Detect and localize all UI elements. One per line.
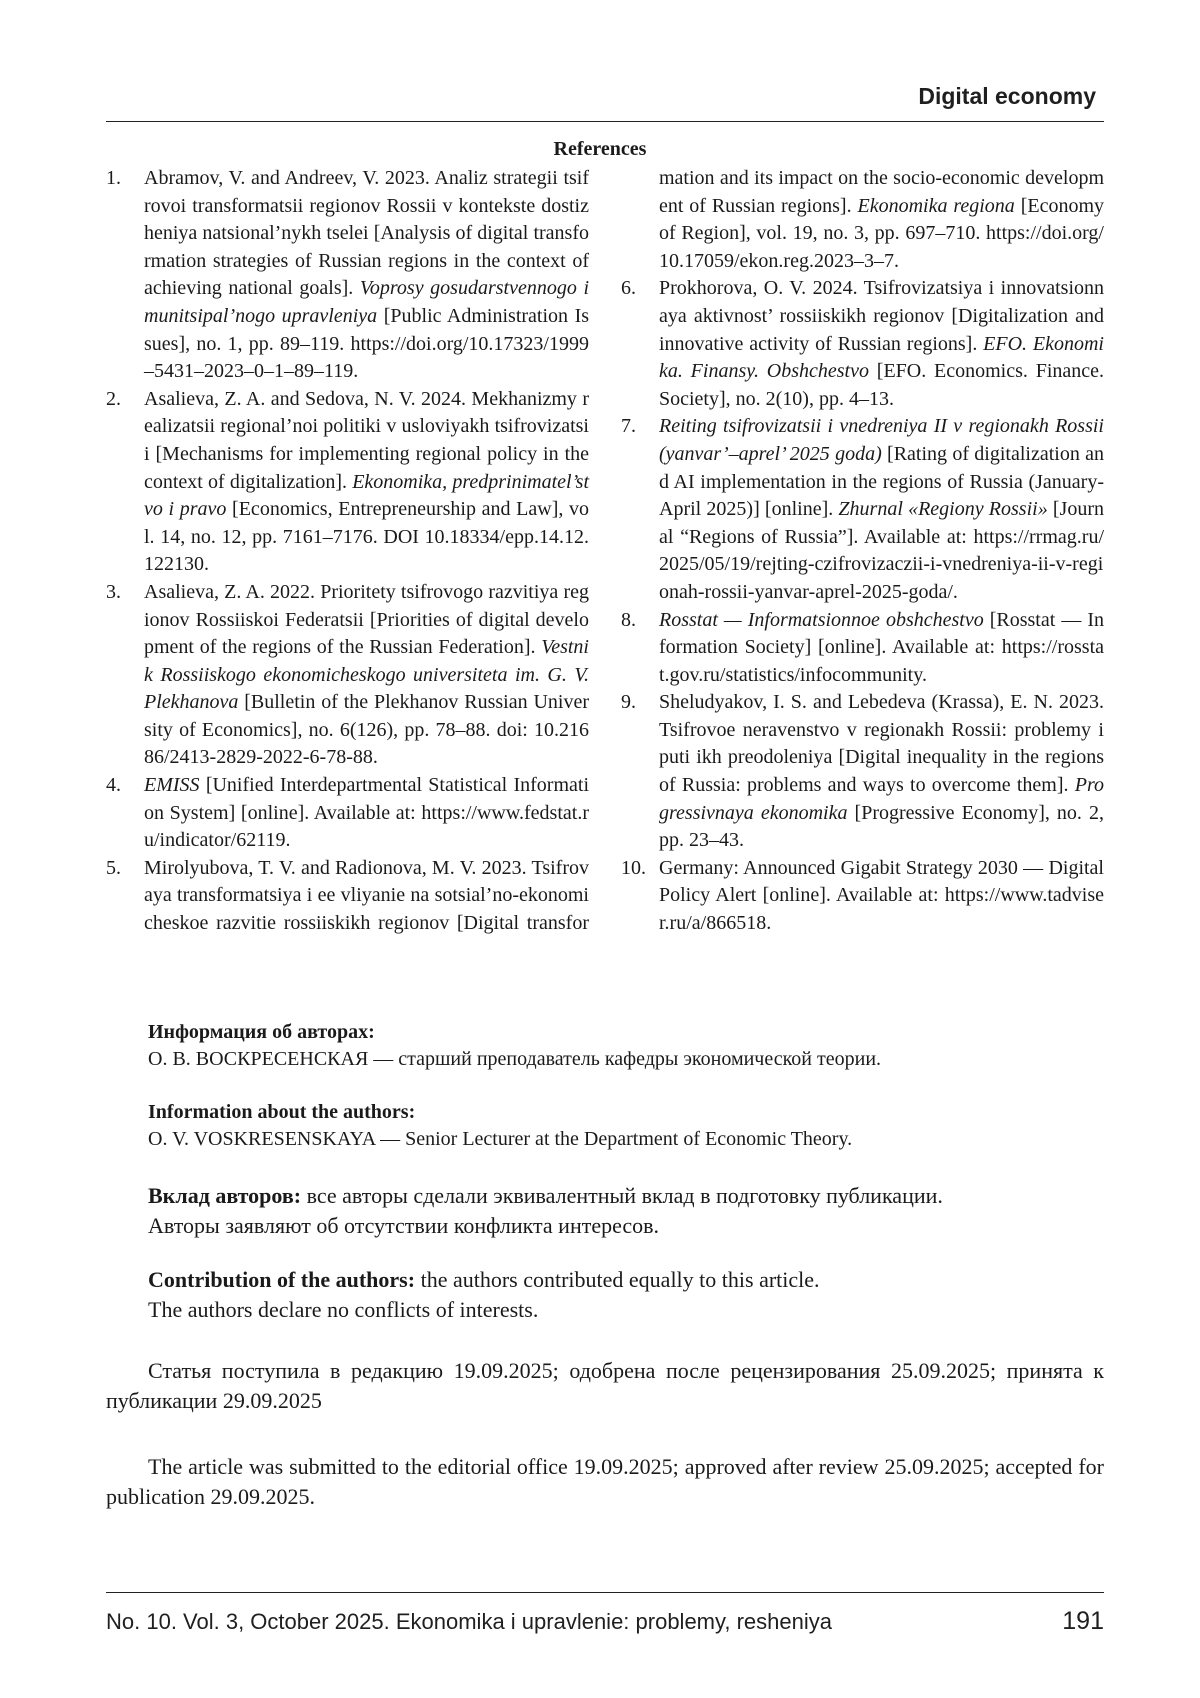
contribution-ru [148, 1181, 1104, 1241]
reference-segment: [Rating of digitalization and AI implementation in the regions of Russia (January-April 2025)] [online]. [659, 442, 1104, 521]
page-footer [106, 1606, 1104, 1637]
reference-number: 7. [621, 415, 636, 438]
reference-item [106, 165, 589, 386]
reference-item [621, 855, 1104, 938]
reference-title-italic: Ekonomika regiona [857, 194, 1015, 217]
authors-info-ru-label: Информация об авторах: [148, 1021, 375, 1043]
reference-number: 9. [621, 691, 636, 714]
reference-segment: Germany: Announced Gigabit Strategy 2030 — Digital Policy Alert [online]. Available at: https://www.tadviser.ru/a/866518. [659, 856, 1104, 935]
references-title: References [553, 138, 647, 160]
reference-segment: [Bulletin of the Plekhanov Russian University of Economics], no. 6(126), pp. 78–88. doi: 10.21686/2413-2829-2022-6-78-88. [144, 691, 589, 769]
reference-text [659, 607, 1104, 690]
reference-title-italic: Vestnik Rossiiskogo ekonomicheskogo universiteta im. G. V. Plekhanova [144, 636, 589, 714]
authors-info-en-text: O. V. VOSKRESENSKAYA — Senior Lecturer at the Department of Economic Theory. [148, 1128, 853, 1150]
reference-number: 1. [106, 167, 121, 189]
authors-info-en [148, 1099, 1104, 1153]
reference-text [144, 386, 589, 579]
reference-text [144, 165, 589, 386]
reference-item [621, 275, 1104, 413]
reference-item [621, 689, 1104, 855]
article-dates-en: The article was submitted to the editorial office 19.09.2025; approved after review 25.09.2025; accepted for publication 29.09.2025. [106, 1454, 1104, 1509]
running-head-section: Digital economy [918, 83, 1096, 109]
reference-title-italic: Reiting tsifrovizatsii i vnedreniya II v regionakh Rossii (yanvar’–aprel’ 2025 goda) [659, 415, 1104, 465]
reference-item [106, 386, 589, 579]
contribution-en-label: Contribution of the authors: [148, 1267, 416, 1292]
authors-info-ru [148, 1019, 1104, 1073]
reference-segment: [Public Administration Issues], no. 1, pp. 89–119. https://doi.org/10.17323/1999–5431–2023–0–1–89–119. [144, 304, 590, 383]
reference-number: 6. [621, 277, 636, 300]
reference-segment: [Journal “Regions of Russia”]. Available at: https://rrmag.ru/2025/05/19/rejting-czifrovizaczii-i-vnedreniya-ii-v-regionah-rossii-yanvar-aprel-2025-goda/. [659, 498, 1104, 603]
reference-number: 2. [106, 387, 121, 410]
reference-number: 8. [621, 608, 636, 631]
reference-item [106, 579, 589, 772]
footer-rule [106, 1592, 1104, 1593]
conflict-en-text: The authors declare no conflicts of interests. [148, 1297, 539, 1322]
contribution-en [148, 1265, 1104, 1325]
reference-title-italic: Zhurnal «Regiony Rossii» [838, 498, 1048, 521]
reference-item [621, 607, 1104, 690]
reference-title-italic: Progressivnaya ekonomika [659, 774, 1104, 824]
reference-text [659, 855, 1104, 938]
reference-segment: [Progressive Economy], no. 2, pp. 23–43. [659, 801, 1104, 852]
reference-title-italic: EMISS [144, 774, 200, 797]
references-list [106, 165, 1104, 938]
reference-segment: Prokhorova, O. V. 2024. Tsifrovizatsiya i innovatsionnaya aktivnost’ rossiiskikh regionov [Digitalization and innovative activity of Russian regions]. [659, 277, 1104, 355]
reference-segment: [Economy of Region], vol. 19, no. 3, pp. 697–710. https://doi.org/10.17059/ekon.reg.2023–3–7. [659, 194, 1104, 272]
reference-segment: [EFO. Economics. Finance. Society], no. 2(10), pp. 4–13. [659, 360, 1105, 410]
reference-title-italic: Voprosy gosudarstvennogo i munitsipal’nogo upravleniya [144, 277, 590, 327]
authors-info-ru-text: О. В. ВОСКРЕСЕНСКАЯ — старший преподаватель кафедры экономической теории. [148, 1048, 882, 1070]
reference-number: 3. [106, 580, 121, 603]
reference-title-italic: EFO. Ekonomika. Finansy. Obshchestvo [659, 332, 1104, 383]
reference-number: 10. [621, 856, 646, 879]
footer-journal-info: No. 10. Vol. 3, October 2025. Ekonomika i upravlenie: problemy, resheniya [106, 1609, 832, 1634]
contribution-en-text: the authors contributed equally to this article. [415, 1267, 820, 1292]
reference-text [144, 772, 589, 855]
reference-text [659, 689, 1104, 855]
reference-segment: Mirolyubova, T. V. and Radionova, M. V. 2023. Tsifrovaya transformatsiya i ee vliyanie na sotsial’no-ekonomicheskoe razvitie rossiiskikh regionov [Digital transformation and its impact on the socio-economic development of Russian regions]. [144, 167, 1104, 935]
contribution-ru-text: все авторы сделали эквивалентный вклад в подготовку публикации. [301, 1183, 943, 1208]
contribution-ru-label: Вклад авторов: [148, 1183, 302, 1208]
reference-segment: [Unified Interdepartmental Statistical Information System] [online]. Available at: https://www.fedstat.ru/indicator/62119. [144, 774, 589, 852]
reference-segment: Asalieva, Z. A. and Sedova, N. V. 2024. Mekhanizmy realizatsii regional’noi politiki v usloviyakh tsifrovizatsii [Mechanisms for implementing regional policy in the context of digitalization]. [144, 387, 589, 493]
authors-info-en-label: Information about the authors: [148, 1101, 416, 1123]
reference-text [659, 275, 1104, 413]
reference-title-italic: Rosstat — Informatsionnoe obshchestvo [659, 608, 984, 631]
conflict-ru-text: Авторы заявляют об отсутствии конфликта интересов. [148, 1213, 660, 1238]
header-rule [106, 121, 1104, 122]
reference-number: 5. [106, 856, 121, 879]
reference-segment: Sheludyakov, I. S. and Lebedeva (Krassa), E. N. 2023. Tsifrovoe neravenstvo v regionakh Rossii: problemy i puti ikh preodoleniya [Digital inequality in the regions of Russia: problems and ways to overcome them]. [659, 691, 1104, 797]
reference-segment: Asalieva, Z. A. 2022. Prioritety tsifrovogo razvitiya regionov Rossiiskoi Federatsii [Priorities of digital development of the regions of the Russian Federation]. [144, 580, 589, 659]
reference-segment: Abramov, V. and Andreev, V. 2023. Analiz strategii tsifrovoi transformatsii regionov Rossii v kontekste dostizheniya natsional’nykh tselei [Analysis of digital transformation strategies of Russian regions in the context of achieving national goals]. [144, 167, 589, 300]
page-number: 191 [1062, 1607, 1104, 1635]
reference-item [621, 413, 1104, 606]
reference-text [659, 413, 1104, 606]
reference-text [144, 579, 589, 772]
article-dates-ru: Статья поступила в редакцию 19.09.2025; одобрена после рецензирования 25.09.2025; принята к публикации 29.09.2025 [106, 1358, 1104, 1413]
reference-number: 4. [106, 774, 121, 797]
reference-title-italic: Ekonomika, predprinimatel’stvo i pravo [144, 470, 590, 521]
reference-segment: [Rosstat — Information Society] [online]. Available at: https://rosstat.gov.ru/statistics/infocommunity. [659, 608, 1104, 686]
reference-item [106, 772, 589, 855]
reference-segment: [Economics, Entrepreneurship and Law], vol. 14, no. 12, pp. 7161–7176. DOI 10.18334/epp.14.12.122130. [144, 498, 590, 576]
